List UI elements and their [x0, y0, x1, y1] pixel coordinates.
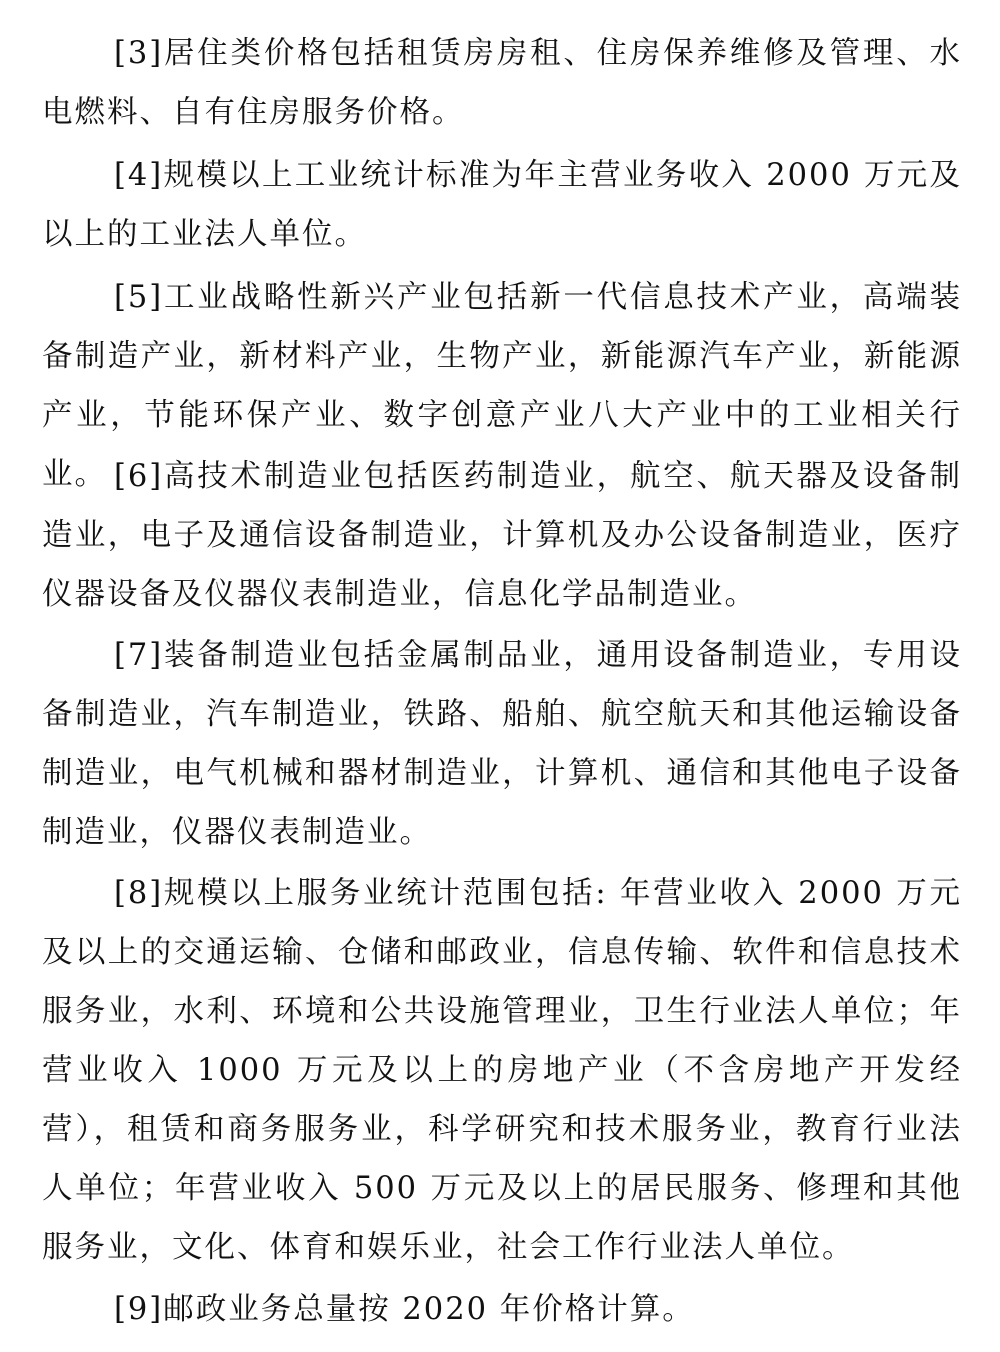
footnote-5: [5]工业战略性新兴产业包括新一代信息技术产业，高端装备制造产业，新材料产业，生物产业，新能源汽车产业，新能源产业，节能环保产业、数字创意产业八大产业中的工业相关行业。 [42, 280, 962, 492]
footnote-3: [3]居住类价格包括租赁房房租、住房保养维修及管理、水电燃料、自有住房服务价格。 [42, 36, 962, 130]
footnote-4: [4]规模以上工业统计标准为年主营业务收入 2000 万元及以上的工业法人单位。 [42, 158, 962, 252]
footnote-7: [7]装备制造业包括金属制品业，通用设备制造业，专用设备制造业，汽车制造业，铁路、船舶、航空航天和其他运输设备制造业，电气机械和器材制造业，计算机、通信和其他电子设备制造业，仪器仪表制造业。 [42, 638, 962, 850]
footnote-9: [9]邮政业务总量按 2020 年价格计算。 [114, 1292, 695, 1327]
footnote-6: [6]高技术制造业包括医药制造业，航空、航天器及设备制造业，电子及通信设备制造业，计算机及办公设备制造业，医疗仪器设备及仪器仪表制造业，信息化学品制造业。 [42, 459, 962, 612]
footnote-8: [8]规模以上服务业统计范围包括: 年营业收入 2000 万元及以上的交通运输、仓储和邮政业，信息传输、软件和信息技术服务业，水利、环境和公共设施管理业，卫生行业法人单位；年营业收入 1000 万元及以上的房地产业（不含房地产开发经营），租赁和商务服务业，科学研究和技术服务业，教育行业法人单位；年营业收入 500 万元及以上的居民服务、修理和其他服务业，文化、体育和娱乐业，社会工作行业法人单位。 [42, 876, 962, 1265]
